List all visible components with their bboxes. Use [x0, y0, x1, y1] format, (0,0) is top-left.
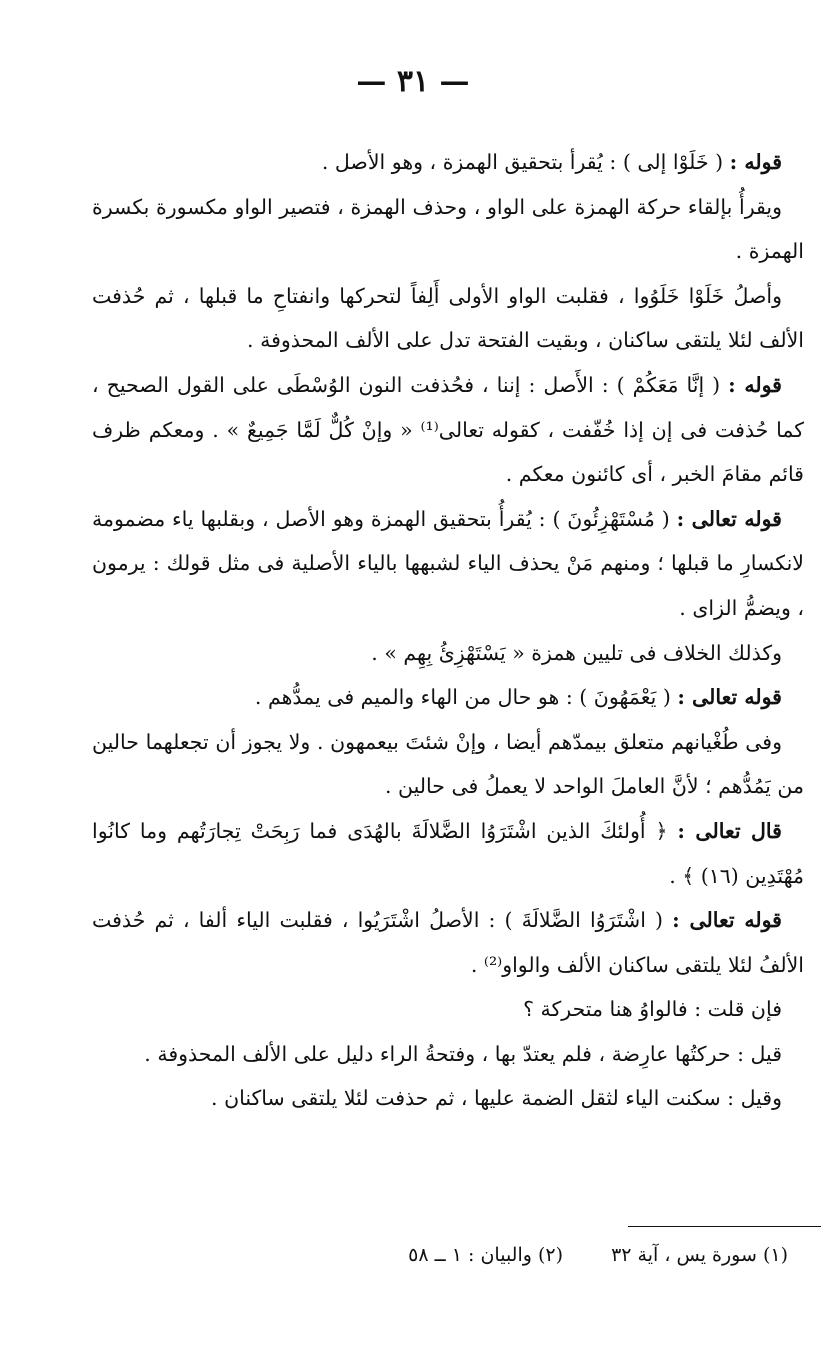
paragraph	[92, 898, 804, 987]
paragraph-text: ( خَلَوْا إلى ) : يُقرأ بتحقيق الهمزة ، وهو الأصل .	[321, 150, 730, 174]
paragraph-text: ( يَعْمَهُونَ ) : هو حال من الهاء والميم فى يمدُّهم .	[254, 685, 678, 710]
paragraph-lead: قال تعالى :	[677, 818, 782, 843]
paragraph-text: ﴿ أُولئكَ الذين اشْتَرَوُا الضَّلالَةَ بالهُدَى فما رَبِحَتْ تِجارَتُهم وما كانُوا مُهْتَدِين (١٦) ﴾ .	[92, 818, 804, 888]
paragraph-lead: قوله :	[728, 372, 782, 397]
paragraph-text: قيل : حركتُها عارِضة ، فلم يعتدّ بها ، وفتحةُ الراء دليل على الألف المحذوفة .	[144, 1041, 782, 1066]
paragraph	[92, 675, 804, 720]
paragraph-text: وكذلك الخلاف فى تليين همزة « يَسْتَهْزِئُ بِهِم » .	[371, 640, 782, 665]
paragraph	[92, 987, 804, 1032]
paragraph-text: فإن قلت : فالواوُ هنا متحركة ؟	[523, 997, 782, 1022]
paragraph	[92, 140, 804, 185]
paragraph	[92, 185, 804, 274]
paragraph	[92, 363, 804, 497]
footnote-divider	[628, 1226, 821, 1227]
paragraph-text: ( مُسْتَهْزِئُونَ ) : يُقرأُ بتحقيق الهمزة وهو الأصل ، وبقلبها ياء مضمومة لانكسارِ ما قبلها ؛ ومنهم مَنْ يحذف الياء لشبهها بالياء الأصلية فى مثل قولك : يرمون ، ويضمُّ الزاى .	[92, 506, 804, 620]
paragraph	[92, 809, 804, 898]
paragraph	[92, 631, 804, 676]
paragraph-text: ( اشْتَرَوُا الضَّلالَةَ ) : الأصلُ اشْتَرَيُوا ، فقلبت الياء ألفا ، ثم حُذفت الألفُ لئلا يلتقى ساكنان الألف والواو⁽²⁾ .	[92, 908, 804, 977]
paragraph-text: ( إنَّا مَعَكُمْ ) : الأَصل : إننا ، فحُذفت النون الوُسْطَى على القول الصحيح ، كما حُذفت فى إن إذا خُفّفت ، كقوله تعالى⁽¹⁾ « وإنْ كُلٌّ لَمَّا جَمِيعٌ » . ومعكم ظرف قائم مقامَ الخبر ، أى كائنون معكم .	[92, 372, 804, 487]
paragraph	[92, 1076, 804, 1121]
page-number: — ٣١ —	[356, 64, 470, 99]
body-text	[92, 140, 804, 1121]
paragraph	[92, 1032, 804, 1077]
paragraph-text: وأصلُ خَلَوْا خَلَوُوا ، فقلبت الواو الأولى أَلِفاً لتحركها وانفتاحِ ما قبلها ، ثم حُذفت الألف لئلا يلتقى ساكنان ، وبقيت الفتحة تدل على الألف المحذوفة .	[92, 283, 804, 353]
paragraph-text: وفى طُغْيانهم متعلق بيمدّهم أيضا ، وإنْ شئتَ بيعمهون . ولا يجوز أن تجعلهما حالين من يَمُدُّهم ؛ لأنَّ العاملَ الواحد لا يعملُ فى حالين .	[92, 729, 804, 799]
paragraph	[92, 274, 804, 363]
paragraph-lead: قوله تعالى :	[676, 506, 782, 531]
footnotes	[328, 1240, 788, 1270]
paragraph	[92, 497, 804, 631]
footnote: (١) سورة يس ، آية ٣٢	[611, 1244, 788, 1266]
paragraph-lead: قوله :	[729, 150, 782, 174]
footnote: (٢) والبيان : ١ ــ ٥٨	[408, 1244, 564, 1266]
paragraph-lead: قوله تعالى :	[677, 685, 782, 710]
paragraph-text: وقيل : سكنت الياء لثقل الضمة عليها ، ثم حذفت لئلا يلتقى ساكنان .	[211, 1086, 782, 1111]
paragraph	[92, 720, 804, 809]
paragraph-text: ويقرأُ بإلقاء حركة الهمزة على الواو ، وحذف الهمزة ، فتصير الواو مكسورة بكسرة الهمزة .	[92, 194, 804, 264]
paragraph-lead: قوله تعالى :	[672, 908, 782, 933]
